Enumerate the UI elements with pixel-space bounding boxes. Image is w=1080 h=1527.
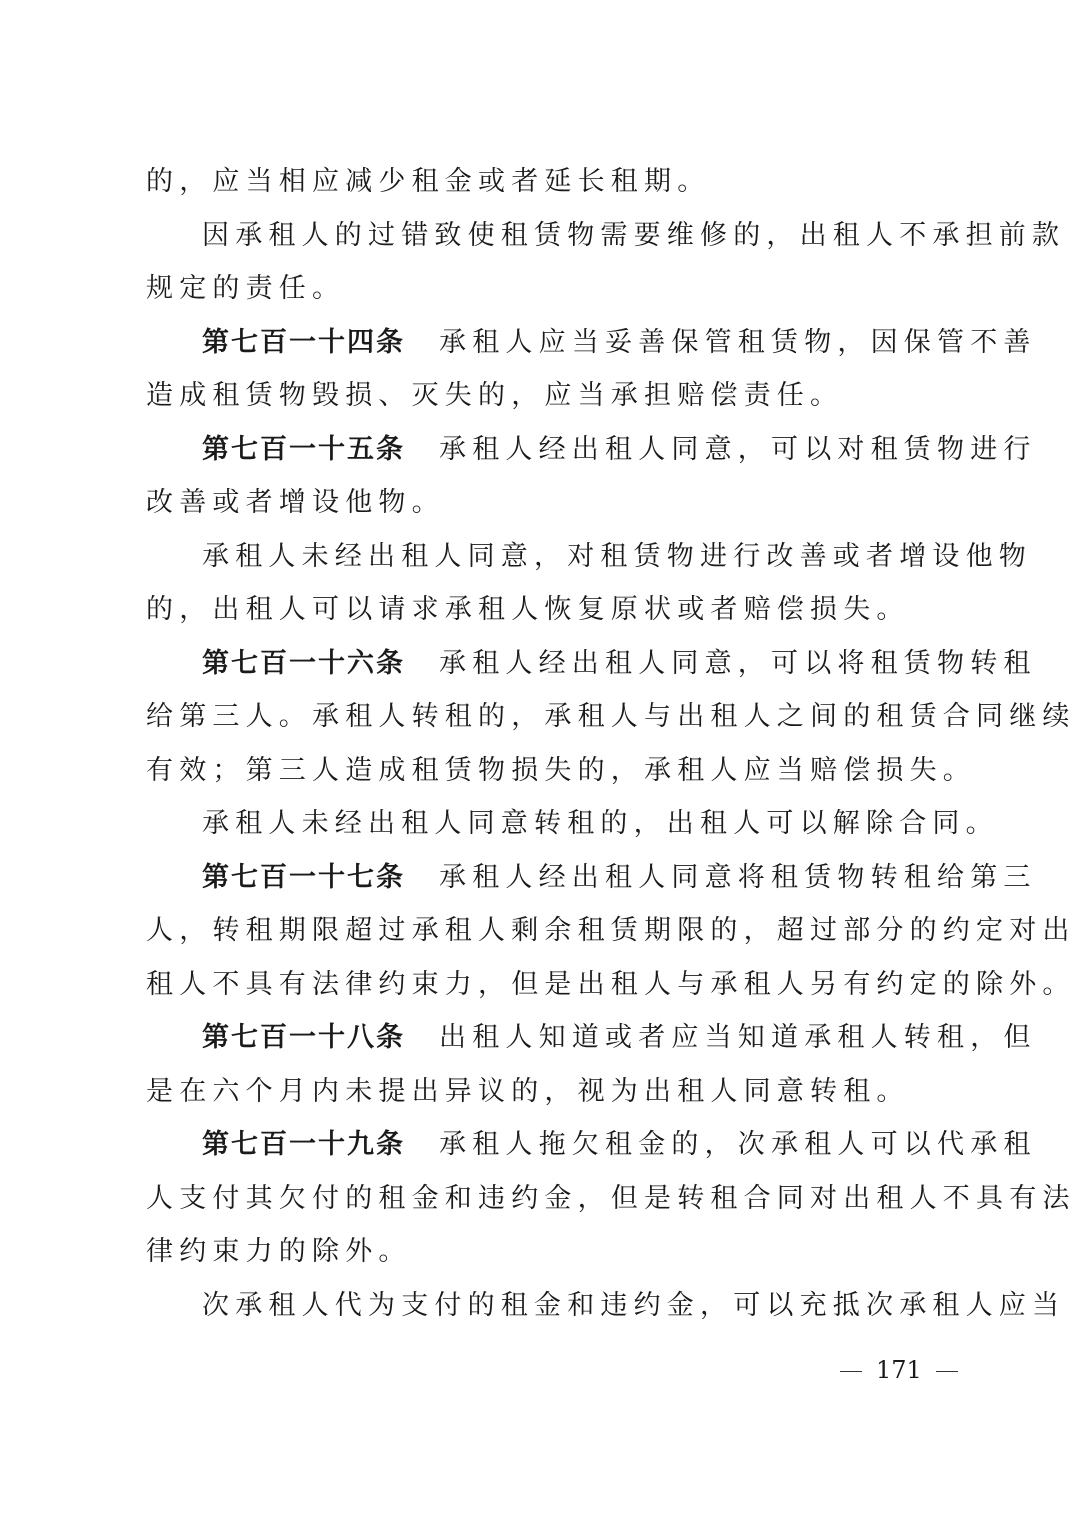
dash-left	[840, 1371, 862, 1373]
text-line: 人，转租期限超过承租人剩余租赁期限的，超过部分的约定对出	[146, 915, 1076, 946]
article-text: 出租人知道或者应当知道承租人转租，但	[439, 1022, 1037, 1053]
text-line: 因承租人的过错致使租赁物需要维修的，出租人不承担前款	[202, 219, 1066, 251]
page-number	[826, 1352, 950, 1388]
article-715-line	[146, 423, 1037, 477]
text-line: 次承租人代为支付的租金和违约金，可以充抵次承租人应当	[202, 1289, 1066, 1321]
text-line: 是在六个月内未提出异议的，视为出租人同意转租。	[146, 1075, 910, 1107]
article-716-line	[146, 637, 1037, 691]
body-text	[146, 155, 1076, 1332]
text-line: 承租人未经出租人同意转租的，出租人可以解除合同。	[202, 808, 999, 839]
article-text: 承租人经出租人同意将租赁物转租给第三	[439, 861, 1037, 893]
text-line: 律约束力的除外。	[146, 1236, 412, 1267]
text-line: 有效；第三人造成租赁物损失的，承租人应当赔偿损失。	[146, 754, 976, 786]
text-line: 承租人未经出租人同意，对租赁物进行改善或者增设他物	[202, 540, 1032, 572]
article-title: 第七百一十五条	[202, 433, 405, 465]
page-number-value: 171	[876, 1356, 922, 1384]
article-714-line	[146, 316, 1037, 370]
article-text: 承租人经出租人同意，可以对租赁物进行	[439, 433, 1037, 465]
text-line: 租人不具有法律约束力，但是出租人与承租人另有约定的除外。	[146, 968, 1076, 1000]
text-line: 的，应当相应减少租金或者延长租期。	[146, 166, 711, 197]
article-text: 承租人经出租人同意，可以将租赁物转租	[439, 647, 1037, 679]
article-718-line	[146, 1011, 1037, 1065]
article-title: 第七百一十六条	[202, 647, 405, 679]
text-line: 改善或者增设他物。	[146, 487, 445, 518]
dash-right	[936, 1371, 958, 1373]
article-title: 第七百一十四条	[202, 326, 405, 358]
article-title: 第七百一十八条	[202, 1022, 405, 1053]
article-text: 承租人拖欠租金的，次承租人可以代承租	[439, 1129, 1037, 1160]
article-title: 第七百一十七条	[202, 861, 405, 893]
text-line: 的，出租人可以请求承租人恢复原状或者赔偿损失。	[146, 594, 910, 625]
text-line: 给第三人。承租人转租的，承租人与出租人之间的租赁合同继续	[146, 701, 1076, 732]
text-line: 人支付其欠付的租金和违约金，但是转租合同对出租人不具有法	[146, 1182, 1076, 1214]
article-719-line	[146, 1118, 1037, 1172]
article-title: 第七百一十九条	[202, 1129, 405, 1160]
article-717-line	[146, 851, 1037, 905]
article-text: 承租人应当妥善保管租赁物，因保管不善	[439, 326, 1037, 358]
text-line: 造成租赁物毁损、灭失的，应当承担赔偿责任。	[146, 380, 844, 411]
text-line: 规定的责任。	[146, 273, 346, 304]
